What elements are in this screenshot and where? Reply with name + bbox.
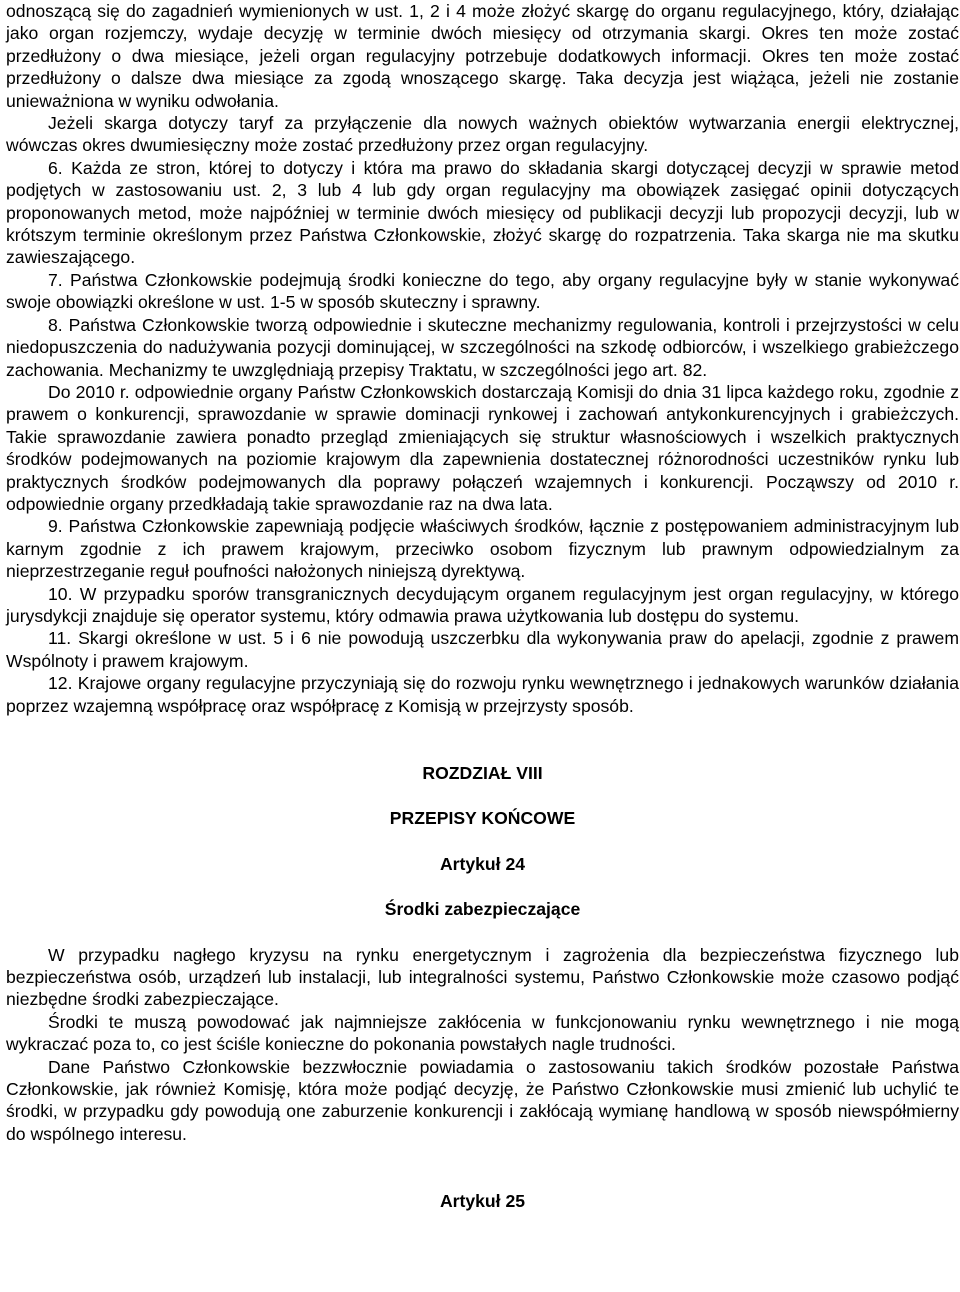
article-24-paragraph-3: Dane Państwo Członkowskie bezzwłocznie powiadamia o zastosowaniu takich środków pozostałe Państwa Członkowskie, jak również Komisję, która może podjąć decyzję, że Państwo Członkowskie musi zmienić lub uchylić te środki, w przypadku gdy powodują one zaburzenie konkurencji i zakłócają wymianę handlową w sposób niewspółmierny do wspólnego interesu. <box>6 1056 959 1144</box>
numbered-paragraph-11 <box>6 627 959 672</box>
paragraph-number: 11. <box>48 628 72 649</box>
paragraph-text: Skargi określone w ust. 5 i 6 nie powodują uszczerbku dla wykonywania praw do apelacji, zgodnie z prawem Wspólnoty i prawem krajowym. <box>6 628 959 671</box>
paragraph-number: 8. <box>48 314 63 335</box>
article-24-heading: Artykuł 24 <box>439 853 526 874</box>
chapter-heading: ROZDZIAŁ VIII <box>422 763 543 783</box>
article-24-paragraph-1: W przypadku nagłego kryzysu na rynku energetycznym i zagrożenia dla bezpieczeństwa fizycznego lub bezpieczeństwa osób, urządzeń lub instalacji, lub integralności systemu, Państwo Członkowskie może czasowo podjąć niezbędne środki zabezpieczające. <box>6 944 959 1010</box>
paragraph-tariff-complaint: Jeżeli skarga dotyczy taryf za przyłączenie dla nowych ważnych obiektów wytwarzania energii elektrycznej, wówczas okres dwumiesięczny może zostać przedłużony przez organ regulacyjny. <box>6 113 959 156</box>
article-24-title: Środki zabezpieczające <box>384 899 581 920</box>
numbered-paragraph-6 <box>6 157 959 269</box>
paragraph-number: 6. <box>48 157 63 178</box>
article-25-heading: Artykuł 25 <box>439 1191 526 1212</box>
numbered-paragraph-12 <box>6 672 959 717</box>
numbered-paragraph-7 <box>6 269 959 314</box>
article-24-paragraph-2: Środki te muszą powodować jak najmniejsze zakłócenia w funkcjonowaniu rynku wewnętrznego i nie mogą wykraczać poza to, co jest ściśle konieczne do pokonania powstałych nagle trudności. <box>6 1011 959 1055</box>
paragraph-text: Państwa Członkowskie tworzą odpowiednie i skuteczne mechanizmy regulowania, kontroli i przejrzystości w celu niedopuszczenia do nadużywania pozycji dominującej, w szczególności na szkodę odbiorców, i wszelkiego grabieżczego zachowania. Mechanizmy te uwzględniają przepisy Traktatu, w szczególności jego art. 82. <box>6 314 959 380</box>
paragraph-number: 10. <box>48 583 73 604</box>
paragraph-text: Państwa Członkowskie zapewniają podjęcie właściwych środków, łącznie z postępowaniem administracyjnym lub karnym zgodnie z ich prawem krajowym, przeciwko osobom fizycznym lub prawnym odpowiedzialnym za nieprzestrzeganie reguł poufności nałożonych niniejszą dyrektywą. <box>6 516 960 582</box>
paragraph-number: 9. <box>48 516 63 537</box>
paragraph-number: 12. <box>48 673 73 694</box>
paragraph-report-2010: Do 2010 r. odpowiednie organy Państw Członkowskich dostarczają Komisji do dnia 31 lipca każdego roku, zgodnie z prawem o konkurencji, sprawozdanie w sprawie dominacji rynkowej i zachowań antykonkurencyjnych i grabieżczych. Takie sprawozdanie zawiera ponadto przegląd zmieniających się struktur własnościowych i wszelkich praktycznych środków podejmowanych na poziomie krajowym dla zapewnienia dostatecznej różnorodności uczestników rynku lub praktycznych środków podejmowanych dla poprawy połączeń wzajemnych i konkurencji. Począwszy od 2010 r. odpowiednie organy przedkładają takie sprawozdanie raz na dwa lata. <box>6 381 959 514</box>
paragraph-complaint-continuation: odnoszącą się do zagadnień wymienionych w ust. 1, 2 i 4 może złożyć skargę do organu regulacyjnego, który, działając jako organ rozjemczy, wydaje decyzję w terminie dwóch miesięcy od otrzymania skargi. Okres ten może zostać przedłużony o dwa miesiące, jeżeli organ regulacyjny potrzebuje dodatkowych informacji. Okres ten może zostać przedłużony o dalsze dwa miesiące za zgodą wnoszącego skargę. Taka decyzja jest wiążąca, jeżeli nie zostanie unieważniona w wyniku odwołania. <box>6 1 959 111</box>
numbered-paragraph-10 <box>6 583 959 628</box>
paragraph-text: Każda ze stron, której to dotyczy i która ma prawo do składania skargi dotyczącej decyzji w sprawie metod podjętych w zastosowaniu ust. 2, 3 lub 4 lub gdy organ regulacyjny ma obowiązek zasięgać opinii dotyczących proponowanych metod, może najpóźniej w terminie dwóch miesięcy od publikacji decyzji lub propozycji decyzji, lub w krótszym terminie określonym przez Państwa Członkowskie, złożyć skargę do rozpatrzenia. Taka skarga nie ma skutku zawieszającego. <box>6 157 959 268</box>
document-page <box>6 0 959 1213</box>
numbered-paragraph-9 <box>6 515 959 582</box>
chapter-title: PRZEPISY KOŃCOWE <box>389 808 576 829</box>
paragraph-text: Krajowe organy regulacyjne przyczyniają się do rozwoju rynku wewnętrznego i jednakowych warunków działania poprzez wzajemną współpracę oraz współpracę z Komisją w przejrzysty sposób. <box>6 673 959 716</box>
paragraph-text: W przypadku sporów transgranicznych decydującym organem regulacyjnym jest organ regulacyjny, w którego jurysdykcji znajduje się operator systemu, który odmawia prawa użytkowania lub dostępu do systemu. <box>6 583 959 626</box>
numbered-paragraph-8 <box>6 314 959 381</box>
paragraph-text: Państwa Członkowskie podejmują środki konieczne do tego, aby organy regulacyjne były w stanie wykonywać swoje obowiązki określone w ust. 1-5 w sposób skuteczny i sprawny. <box>6 269 960 313</box>
paragraph-number: 7. <box>48 269 63 290</box>
